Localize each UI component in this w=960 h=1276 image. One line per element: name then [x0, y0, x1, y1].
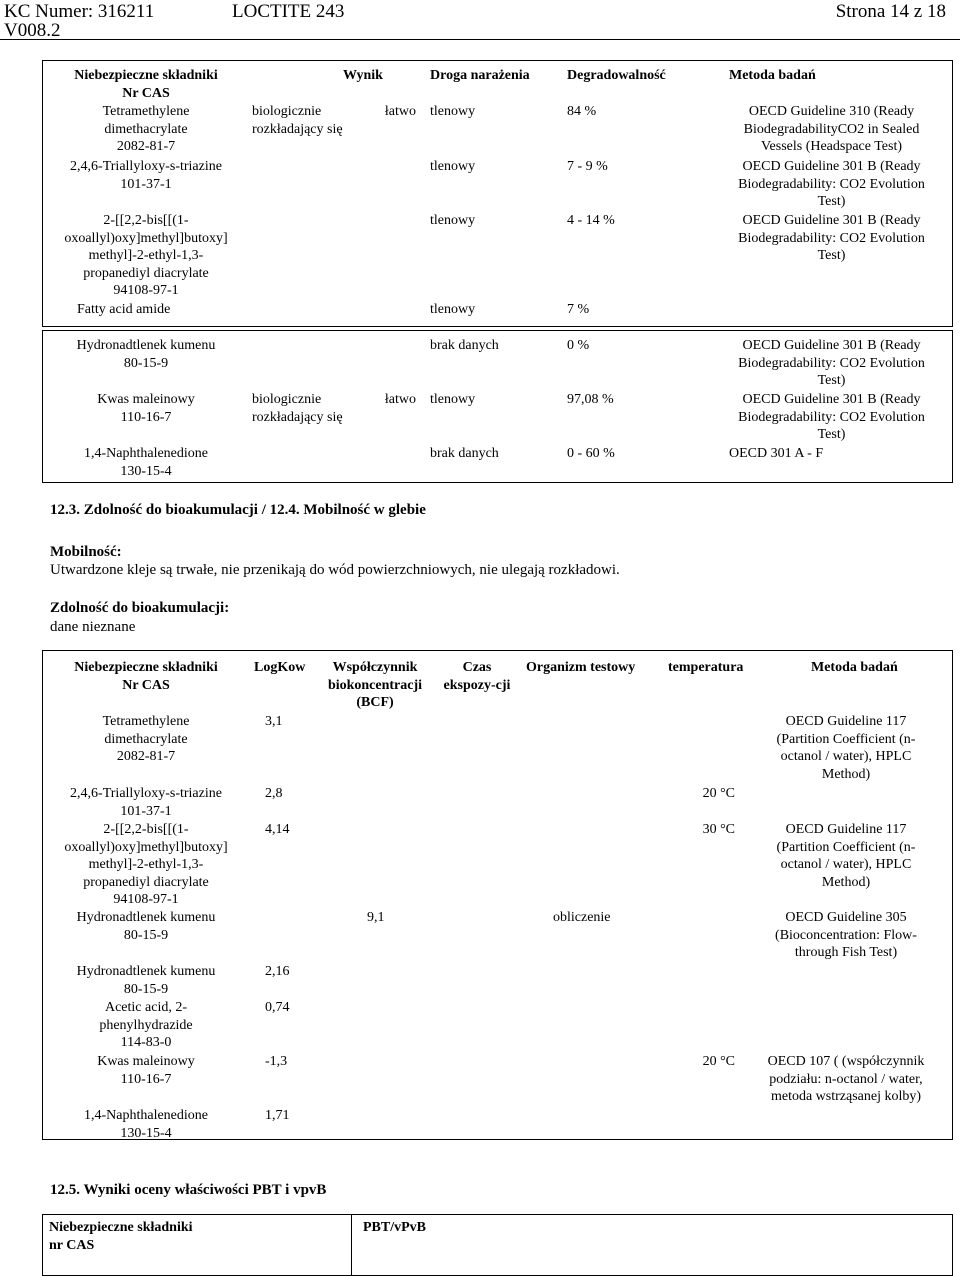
- header-component: Niebezpieczne składniki: [74, 68, 218, 83]
- pbt-col-pbt: PBT/vPvB: [363, 1220, 427, 1235]
- table-row-component: 2-[[2,2-bis[[(1- oxoallyl)oxy]methyl]butoxy] methyl]-2-ethyl-1,3- propanediyl diacrylate 94108-97-1: [64, 822, 228, 907]
- biodegradation-table: Niebezpieczne składniki Nr CAS Wynik Droga narażenia Degradowalność Metoda badań Tetramethylene dimethacrylate 2082-81-7 biologicznie łatwo rozkładający się tlenowy 84 % OECD Guideline 310 (Ready BiodegradabilityCO2 in Sealed Vessels (Headspace Test) 2,4,6-Triallyloxy-s-triazine 101-37-1 tlenowy 7 - 9 % OECD Guideline 301 B (Ready Biodegradability: CO2 Evolution Test) 2-[[2,2-bis[[(1- oxoallyl)oxy]methyl]butoxy] methyl]-2-ethyl-1,3- propanediyl diacrylate 94108-97-1 tlenowy 4 - 14 % OECD Guideline 301 B (Ready Biodegradability: CO2 Evolution Test) Fatty acid amide tlenowy 7 %: [42, 60, 953, 327]
- method-value: OECD Guideline 305 (Bioconcentration: Flow- through Fish Test): [775, 910, 917, 960]
- section-heading-12-5: 12.5. Wyniki oceny właściwości PBT i vpvB: [50, 1182, 327, 1198]
- table-row: Hydronadtlenek kumenu 80-15-9: [76, 338, 216, 371]
- header-route: Droga narażenia: [430, 68, 530, 83]
- header-organism: Organizm testowy: [526, 660, 636, 675]
- logkow-value: 2,8: [265, 786, 283, 801]
- product-name: LOCTITE 243: [232, 1, 345, 22]
- method-value: OECD Guideline 117 (Partition Coefficient (n- octanol / water), HPLC Method): [776, 822, 916, 890]
- mobility-text: Utwardzone kleje są trwałe, nie przenikają do wód powierzchniowych, nie ulegają rozkładowi.: [50, 562, 620, 578]
- header-result: Wynik: [343, 68, 383, 83]
- logkow-value: 4,14: [265, 822, 290, 837]
- table-row-component: Hydronadtlenek kumenu 80-15-9: [76, 910, 216, 943]
- temperature-value: 20 °C: [702, 786, 735, 801]
- temperature-value: 20 °C: [702, 1054, 735, 1069]
- table-row: 2-[[2,2-bis[[(1- oxoallyl)oxy]methyl]butoxy] methyl]-2-ethyl-1,3- propanediyl diacrylate 94108-97-1: [64, 213, 228, 298]
- organism-value: obliczenie: [553, 910, 611, 925]
- kc-number: KC Numer: 316211: [4, 1, 155, 22]
- section-heading-12-3: 12.3. Zdolność do bioakumulacji / 12.4. Mobilność w glebie: [50, 502, 426, 518]
- pbt-col-cas: nr CAS: [49, 1237, 95, 1253]
- table-row: Tetramethylene dimethacrylate 2082-81-7: [102, 104, 190, 154]
- biodegradation-table-2: Hydronadtlenek kumenu 80-15-9 brak danych 0 % OECD Guideline 301 B (Ready Biodegradability: CO2 Evolution Test) Kwas maleinowy 110-16-7 biologicznie łatwo rozkładający się tlenowy 97,08 % OECD Guideline 301 B (Ready Biodegradability: CO2 Evolution Test) 1,4-Naphthalenedione 130-15-4 brak danych 0 - 60 % OECD 301 A - F: [42, 330, 953, 483]
- header-logkow: LogKow: [254, 660, 306, 675]
- pbt-table: [42, 1214, 953, 1276]
- logkow-value: 1,71: [265, 1108, 290, 1123]
- header-method: Metoda badań: [729, 68, 816, 83]
- header-method: Metoda badań: [811, 660, 898, 675]
- table-row-component: Hydronadtlenek kumenu 80-15-9: [76, 964, 216, 997]
- method-value: OECD Guideline 117 (Partition Coefficient (n- octanol / water), HPLC Method): [776, 714, 916, 782]
- table-row: 2,4,6-Triallyloxy-s-triazine 101-37-1: [70, 159, 222, 192]
- table-row-component: 2,4,6-Triallyloxy-s-triazine 101-37-1: [70, 786, 222, 819]
- table-row-component: Tetramethylene dimethacrylate 2082-81-7: [102, 714, 190, 764]
- bioaccumulation-text: dane nieznane: [50, 619, 136, 635]
- header-temperature: temperatura: [668, 660, 744, 675]
- bioaccumulation-table: Niebezpieczne składniki Nr CAS LogKow Współczynnik biokoncentracji (BCF) Czas ekspozy-cji Organizm testowy temperatura Metoda badań Tetramethylene dimethacrylate 2082-81-7 3,1 OECD Guideline 117 (Partition Coefficient (n- octanol / water), HPLC Method) 2,4,6-Triallyloxy-s-triazine 101-37-1 2,8 20 °C 2-[[2,2-bis[[(1- oxoallyl)oxy]methyl]butoxy] methyl]-2-ethyl-1,3- propanediyl diacrylate 94108-97-1 4,14 30 °C OECD Guideline 117 (Partition Coefficient (n- octanol / water), HPLC Method) Hydronadtlenek kumenu 80-15-9 9,1 obliczenie OECD Guideline 305 (Bioconcentration: Flow- through Fish Test) Hydronadtlenek kumenu 80-15-9 2,16 Acetic acid, 2- phenylhydrazide 114-83-0 0,74 Kwas maleinowy 110-16-7 -1,3 20 °C OECD 107 ( (współczynnik podziału: n-octanol / water, metoda wstrząsanej kolby) 1,4-Naphthalenedione 130-15-4 1,71: [42, 650, 953, 1140]
- header-degradability: Degradowalność: [567, 68, 666, 83]
- logkow-value: 0,74: [265, 1000, 290, 1015]
- temperature-value: 30 °C: [702, 822, 735, 837]
- table-row: 1,4-Naphthalenedione 130-15-4: [83, 446, 208, 479]
- result-label: biologicznie łatwo rozkładający się: [252, 104, 416, 137]
- bcf-value: 9,1: [367, 910, 385, 925]
- header-rule: [0, 39, 960, 40]
- page-header: [0, 0, 960, 40]
- page-number: Strona 14 z 18: [835, 1, 946, 22]
- header-cas: Nr CAS: [122, 677, 170, 693]
- pbt-col-component: Niebezpieczne składniki: [49, 1220, 193, 1235]
- mobility-label: Mobilność:: [50, 544, 122, 560]
- logkow-value: -1,3: [265, 1054, 288, 1069]
- table-row-component: 1,4-Naphthalenedione 130-15-4: [83, 1108, 208, 1141]
- header-exposure-time: Czas: [462, 660, 492, 675]
- table-row: Kwas maleinowy 110-16-7: [97, 392, 195, 425]
- header-component: Niebezpieczne składniki: [74, 660, 218, 675]
- table-row-component: Acetic acid, 2- phenylhydrazide 114-83-0: [99, 1000, 193, 1050]
- table-row: Fatty acid amide: [77, 302, 171, 317]
- table-row-component: Kwas maleinowy 110-16-7: [97, 1054, 195, 1087]
- method-value: OECD 107 ( (współczynnik podziału: n-octanol / water, metoda wstrząsanej kolby): [767, 1054, 925, 1104]
- result-label: biologicznie łatwo rozkładający się: [252, 392, 416, 425]
- logkow-value: 2,16: [265, 964, 290, 979]
- header-cas: Nr CAS: [122, 85, 170, 101]
- header-bcf: Współczynnik: [332, 660, 418, 675]
- version: V008.2: [4, 20, 61, 41]
- bioaccumulation-label: Zdolność do bioakumulacji:: [50, 600, 230, 616]
- pbt-divider: [351, 1215, 352, 1275]
- logkow-value: 3,1: [265, 714, 283, 729]
